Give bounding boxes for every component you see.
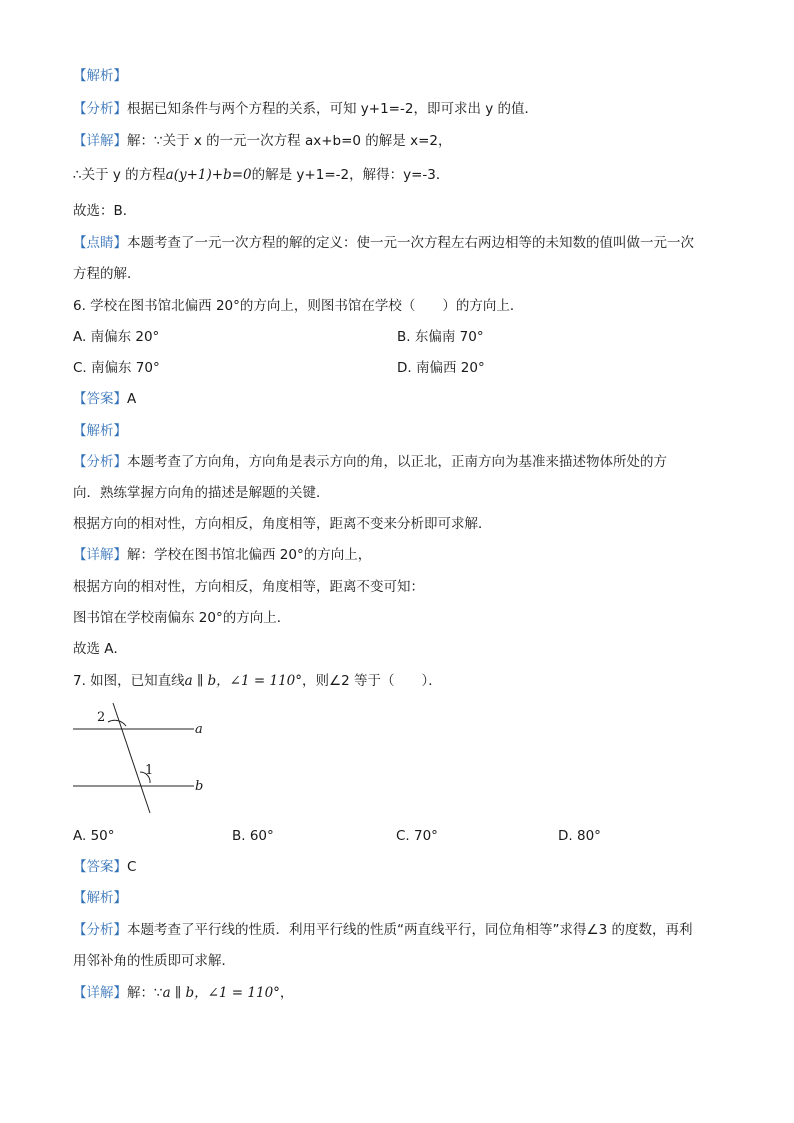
remark-line [73,233,754,253]
question-7-stem [73,671,754,691]
q6-option-a: A. 南偏东 20° [73,329,160,345]
q6-detail-line-3 [73,608,754,628]
question-6-stem [73,296,754,316]
q7-option-d: D. 80° [558,828,601,844]
choice-line [73,201,754,221]
q7-detail-suffix: ， [279,985,294,1001]
label-2: 2 [97,710,106,725]
remark-text-2: 方程的解． [73,266,141,282]
q6-analysis-line [73,452,754,472]
q7-detail-line [73,983,754,1003]
q7-tag-xiangjie: 【详解】 [73,985,127,1001]
q6-option-c: C. 南偏东 70° [73,360,160,376]
detail-text: 解：∵关于 x 的一元一次方程 ax+b=0 的解是 x=2， [127,133,452,149]
label-b: b [195,779,204,794]
tag-xiangjie: 【详解】 [73,133,127,149]
q6-tag-fenxi: 【分析】 [73,454,127,470]
analysis-heading [73,66,754,86]
transversal-line [113,703,150,813]
q6-option-b: B. 东偏南 70° [397,329,484,345]
label-a: a [195,722,203,737]
q7-tag-jiexi: 【解析】 [73,890,127,906]
equation-math: a(y+1)+b=0 [165,167,252,183]
q7-detail-math: a ∥ b，∠1 = 110° [162,985,280,1001]
q7-option-a: A. 50° [73,828,115,844]
q6-detail-text: 解：学校在图书馆北偏西 20°的方向上， [127,547,372,563]
q6-analysis-text-3: 根据方向的相对性，方向相反，角度相等，距离不变来分析即可求解． [73,516,492,532]
q7-answer-line [73,857,754,877]
q6-tag-jiexi: 【解析】 [73,423,127,439]
q7-stem-suffix: ，则∠2 等于（ ）． [302,673,442,689]
q6-analysis-line-3 [73,514,754,534]
analysis-text: 根据已知条件与两个方程的关系，可知 y+1=-2，即可求出 y 的值． [127,101,539,117]
q6-analysis-line-2 [73,483,754,503]
q7-analysis-heading [73,888,754,908]
tag-jiexi: 【解析】 [73,68,127,84]
q7-analysis-line-2 [73,951,754,971]
q6-detail-line-4 [73,639,754,659]
q7-detail-prefix: 解：∵ [127,985,163,1001]
choice-text: 故选：B． [73,203,137,219]
q6-detail-line-2 [73,577,754,597]
equation-prefix: ∴关于 y 的方程 [73,167,166,183]
q7-analysis-text-2: 用邻补角的性质即可求解． [73,953,235,969]
remark-text: 本题考查了一元一次方程的解的定义：使一元一次方程左右两边相等的未知数的值叫做一元一次 [127,235,694,251]
detail-line [73,131,754,151]
analysis-line [73,99,754,119]
q6-option-d: D. 南偏西 20° [397,360,485,376]
q7-tag-answer: 【答案】 [73,859,127,875]
q6-answer-line [73,389,754,409]
parallel-lines-figure [68,700,218,820]
q6-analysis-text: 本题考查了方向角，方向角是表示方向的角，以正北，正南方向为基准来描述物体所处的方 [127,454,667,470]
q6-detail-text-2: 根据方向的相对性，方向相反，角度相等，距离不变可知： [73,579,424,595]
q6-answer: A [127,391,137,407]
q7-stem-math: a ∥ b，∠1 = 110° [184,673,302,689]
q7-tag-fenxi: 【分析】 [73,922,127,938]
q6-detail-line [73,545,754,565]
q6-detail-text-4: 故选 A． [73,641,128,657]
q6-tag-xiangjie: 【详解】 [73,547,127,563]
q7-option-b: B. 60° [232,828,274,844]
q6-analysis-text-2: 向．熟练掌握方向角的描述是解题的关键． [73,485,330,501]
tag-fenxi: 【分析】 [73,101,127,117]
equation-line [73,165,754,185]
q7-stem-prefix: 7. 如图，已知直线 [73,673,185,689]
label-1: 1 [145,763,154,778]
q6-detail-text-3: 图书馆在学校南偏东 20°的方向上． [73,610,291,626]
q7-answer: C [127,859,137,875]
q6-stem-text: 6. 学校在图书馆北偏西 20°的方向上，则图书馆在学校（ ）的方向上． [73,298,524,314]
angle-2-arc [108,720,126,726]
q7-option-c: C. 70° [396,828,438,844]
remark-line-2 [73,264,754,284]
q6-tag-answer: 【答案】 [73,391,127,407]
q7-analysis-text: 本题考查了平行线的性质．利用平行线的性质“两直线平行，同位角相等”求得∠3 的度数，再利 [127,922,693,938]
tag-dianjing: 【点睛】 [73,235,127,251]
q6-analysis-heading [73,421,754,441]
equation-suffix: 的解是 y+1=-2，解得：y=-3． [251,167,450,183]
q7-analysis-line [73,920,754,940]
